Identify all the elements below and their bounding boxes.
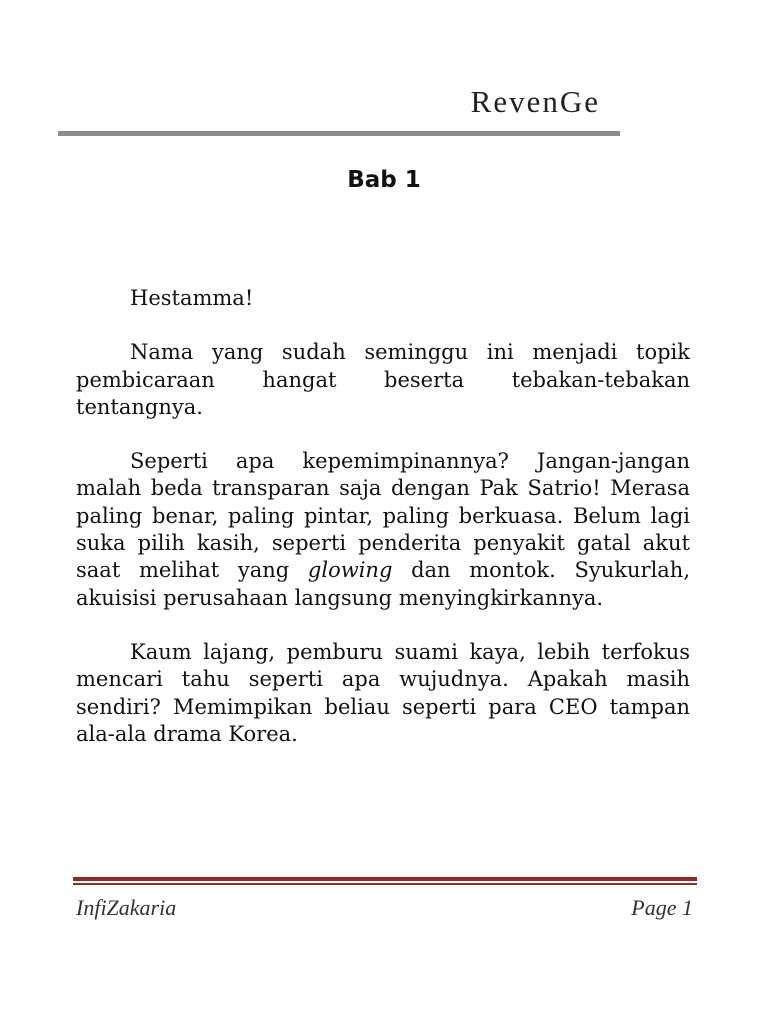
header-rule (58, 131, 620, 136)
paragraph-3 (76, 448, 690, 612)
paragraph-2: Nama yang sudah seminggu ini menjadi topik pembicaraan hangat beserta tebakan-tebakan tentangnya. (76, 340, 690, 419)
footer-author: InfiZakaria (76, 895, 177, 920)
page-number: Page 1 (631, 895, 693, 920)
paragraph-3-part-1: Seperti apa kepemimpinannya? Jangan-jangan malah beda transparan saja dengan Pak Satrio! Merasa paling benar, paling pintar, paling berkuasa. Belum lagi suka pilih kasih, seperti penderita penyakit gatal akut saat melihat yang (76, 449, 690, 583)
running-title: RevenGe (470, 84, 600, 119)
paragraph-3-part-2: dan montok. Syukurlah, akuisisi perusahaan langsung menyingkirkannya. (76, 558, 690, 610)
paragraph-4: Kaum lajang, pemburu suami kaya, lebih terfokus mencari tahu seperti apa wujudnya. Apakah masih sendiri? Memimpikan beliau seperti para CEO tampan ala-ala drama Korea. (76, 639, 690, 746)
paragraph-1: Hestamma! (130, 286, 254, 310)
italic-word: glowing (307, 558, 393, 583)
footer-rule-thick (73, 877, 697, 881)
body-text (76, 285, 690, 775)
footer-rule-thin (73, 883, 697, 885)
chapter-title: Bab 1 (347, 167, 421, 193)
